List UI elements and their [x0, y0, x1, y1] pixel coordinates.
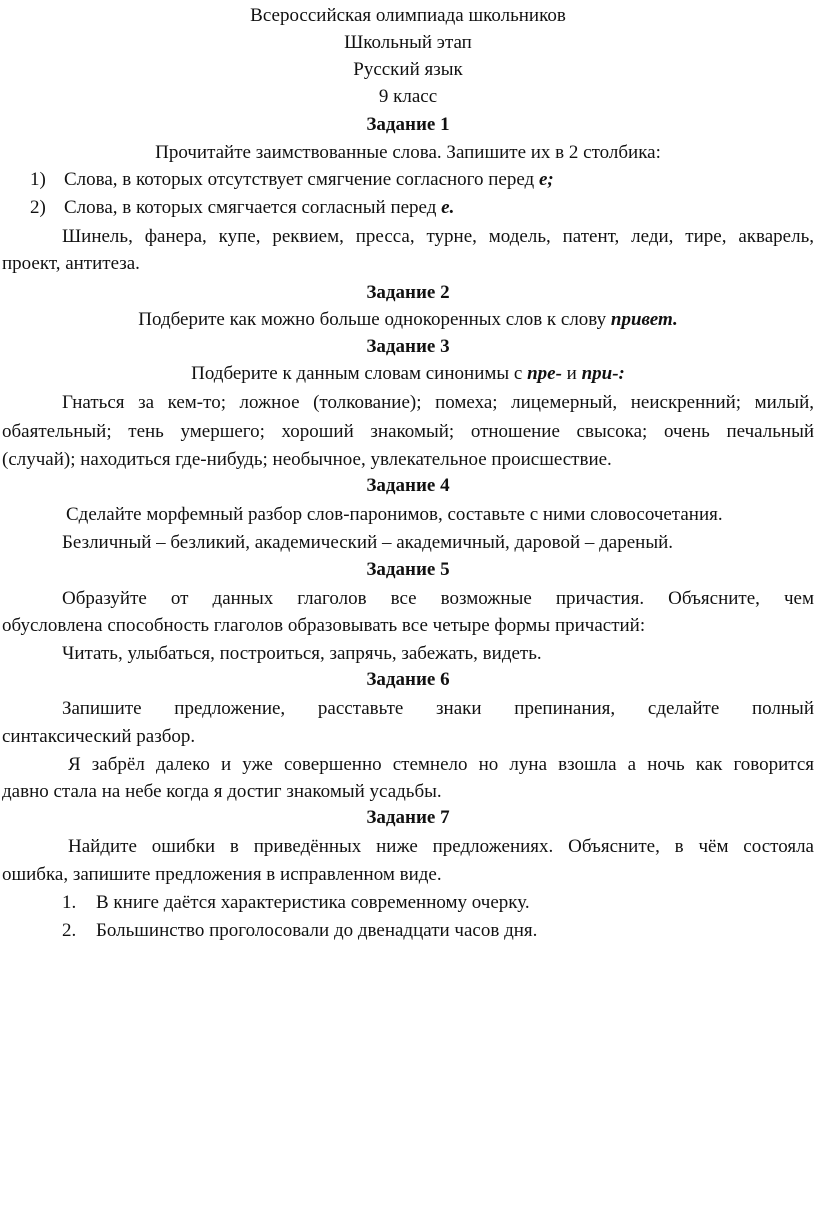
list-number: 2.: [62, 920, 77, 941]
task2-text-body: Подберите как можно больше однокоренных слов к слову: [138, 309, 611, 330]
task7-item-1: [62, 889, 814, 916]
task1-words-line-1: Шинель, фанера, купе, реквием, пресса, турне, модель, патент, леди, тире, акварель,: [62, 226, 814, 247]
task4-line-2: Безличный – безликий, академический – академичный, даровой – дареный.: [62, 532, 674, 553]
task3-text-b: и: [561, 363, 582, 384]
subject-title: Русский язык: [353, 59, 463, 80]
task7-line-2: ошибка, запишите предложения в исправленном виде.: [2, 864, 442, 885]
task6-sentence-line-1: Я забрёл далеко и уже совершенно стемнело но луна взошла а ночь как говорится: [68, 754, 814, 775]
olympiad-title: Всероссийская олимпиада школьников: [250, 5, 566, 26]
stage-title: Школьный этап: [344, 32, 472, 53]
list-item-text: Слова, в которых смягчается согласный перед: [64, 197, 442, 218]
list-item-text: Большинство проголосовали до двенадцати часов дня.: [96, 920, 538, 941]
task4-line-1: Сделайте морфемный разбор слов-паронимов, составьте с ними словосочетания.: [66, 504, 723, 525]
task7-heading: Задание 7: [366, 807, 450, 828]
task2-emphasis: привет.: [610, 309, 678, 330]
task3-instruction: [0, 360, 816, 387]
task5-line-2: обусловлена способность глаголов образовывать все четыре формы причастий:: [2, 615, 646, 636]
task3-line-1: Гнаться за кем-то; ложное (толкование); помеха; лицемерный, неискренний; милый,: [62, 392, 814, 413]
task7-line-1: Найдите ошибки в приведённых ниже предложениях. Объясните, в чём состояла: [68, 836, 814, 857]
task5-heading: Задание 5: [366, 559, 450, 580]
task2-heading: Задание 2: [366, 282, 450, 303]
task3-heading: Задание 3: [366, 336, 450, 357]
list-number: 1): [30, 169, 46, 190]
task3-line-3: (случай); находиться где-нибудь; необычное, увлекательное происшествие.: [2, 449, 612, 470]
task3-text-a: Подберите к данным словам синонимы с: [191, 363, 528, 384]
task3-prefix-pri: при-:: [581, 363, 625, 384]
task1-item-1: [30, 166, 816, 193]
task1-item-2: [30, 194, 816, 221]
task6-heading: Задание 6: [366, 669, 450, 690]
task1-heading: Задание 1: [366, 114, 450, 135]
task6-line-2: синтаксический разбор.: [2, 726, 196, 747]
list-item-emphasis: е.: [441, 197, 455, 218]
list-item-text: Слова, в которых отсутствует смягчение согласного перед: [64, 169, 539, 190]
task1-words-line-2: проект, антитеза.: [2, 253, 140, 274]
task2-text: [0, 306, 816, 333]
task3-prefix-pre: пре-: [527, 363, 562, 384]
list-item-emphasis: е;: [538, 169, 554, 190]
task5-line-3: Читать, улыбаться, построиться, запрячь, забежать, видеть.: [62, 643, 542, 664]
list-item-text: В книге даётся характеристика современному очерку.: [96, 892, 530, 913]
task3-line-2: обаятельный; тень умершего; хороший знакомый; отношение свысока; очень печальный: [2, 421, 814, 442]
list-number: 1.: [62, 892, 77, 913]
grade-title: 9 класс: [378, 86, 438, 107]
task7-item-2: [62, 917, 814, 944]
task4-heading: Задание 4: [366, 475, 450, 496]
task1-intro: Прочитайте заимствованные слова. Запишите их в 2 столбика:: [155, 142, 661, 163]
task5-line-1: Образуйте от данных глаголов все возможные причастия. Объясните, чем: [62, 588, 814, 609]
list-number: 2): [30, 197, 46, 218]
task6-line-1: Запишите предложение, расставьте знаки препинания, сделайте полный: [62, 698, 814, 719]
task6-sentence-line-2: давно стала на небе когда я достиг знакомый усадьбы.: [2, 781, 442, 802]
